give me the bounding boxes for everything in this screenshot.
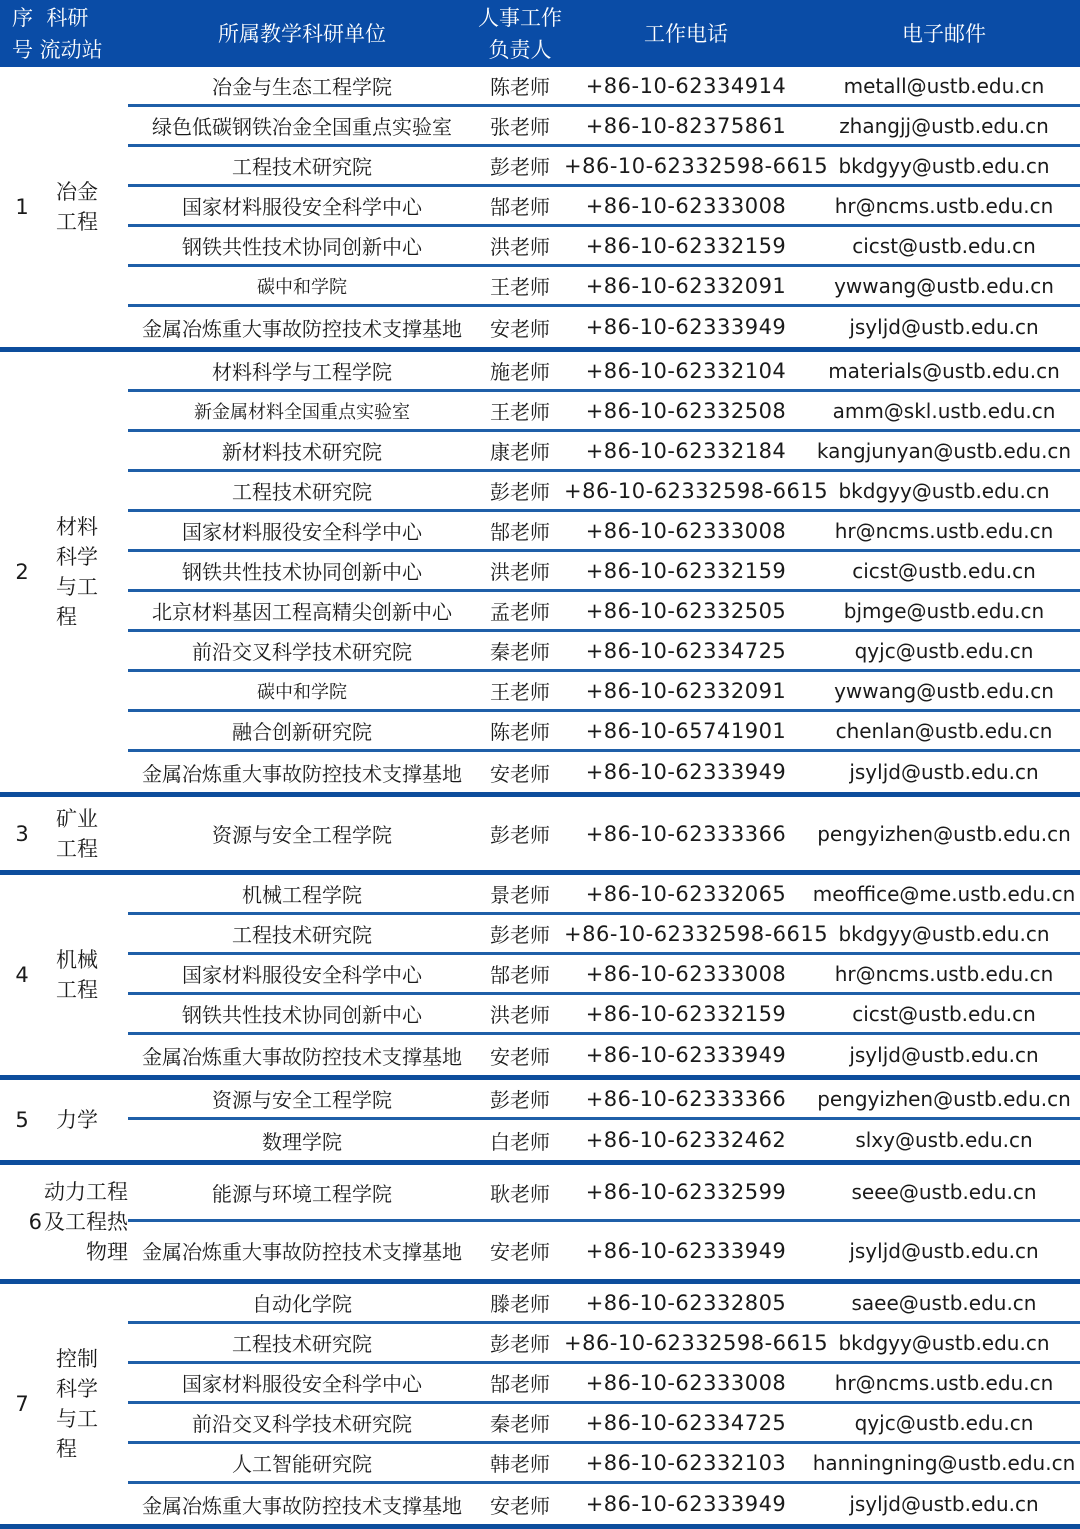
contact-person: 彭老师	[490, 480, 550, 504]
phone-number: +86-10-62332805	[585, 1290, 787, 1315]
unit-name: 前沿交叉科学技术研究院	[192, 640, 412, 664]
email-address[interactable]: bkdgyy@ustb.edu.cn	[838, 1330, 1050, 1355]
unit-name: 国家材料服役安全科学中心	[182, 1372, 422, 1396]
station-line: 及工程热	[44, 1210, 128, 1234]
phone-number: +86-10-62332103	[585, 1450, 787, 1475]
table-row	[128, 1035, 1080, 1075]
station-name	[44, 67, 128, 347]
table-row	[128, 432, 1080, 472]
contact-person: 彭老师	[490, 155, 550, 179]
contact-person: 张老师	[490, 115, 550, 139]
group-rows	[128, 797, 1080, 870]
email-address[interactable]: bjmge@ustb.edu.cn	[843, 598, 1045, 623]
phone-number: +86-10-62332159	[585, 558, 787, 583]
group-number: 4	[15, 963, 29, 987]
station-line: 科学	[56, 1377, 98, 1401]
group-rows	[128, 1080, 1080, 1160]
phone-number: +86-10-62332091	[585, 678, 787, 703]
phone-number: +86-10-82375861	[585, 113, 787, 138]
unit-name: 钢铁共性技术协同创新中心	[182, 235, 422, 259]
contact-person: 彭老师	[490, 823, 550, 847]
phone-number: +86-10-62333949	[585, 1043, 787, 1067]
table-row	[128, 875, 1080, 915]
table-row	[128, 1284, 1080, 1324]
unit-name: 北京材料基因工程高精尖创新中心	[152, 600, 452, 624]
email-address[interactable]: meoffice@me.ustb.edu.cn	[812, 881, 1076, 906]
station-name	[44, 797, 128, 870]
contact-person: 安老师	[490, 761, 550, 786]
station-name	[44, 875, 128, 1075]
station-lines	[56, 177, 98, 237]
phone-number: +86-10-62333949	[585, 760, 787, 784]
table-row	[128, 472, 1080, 512]
contact-person: 郜老师	[490, 520, 550, 544]
phone-number: +86-10-62334914	[585, 73, 787, 98]
station-lines	[56, 512, 98, 632]
table-row	[128, 632, 1080, 672]
email-address[interactable]: chenlan@ustb.edu.cn	[835, 718, 1053, 743]
header-person-line2: 负责人	[488, 37, 552, 62]
station-line: 冶金	[56, 180, 98, 204]
station-lines	[56, 1105, 98, 1135]
email-address[interactable]: jsyljd@ustb.edu.cn	[849, 760, 1039, 784]
table-row	[128, 227, 1080, 267]
contact-person: 陈老师	[490, 720, 550, 744]
header-no-station-line2: 号 流动站	[12, 37, 103, 62]
phone-number: +86-10-62333008	[585, 193, 787, 218]
station-name	[44, 352, 128, 792]
phone-number: +86-10-62332065	[585, 881, 787, 906]
station-line: 控制	[56, 1347, 98, 1371]
station-line: 动力工程	[44, 1180, 128, 1204]
email-address[interactable]: amm@skl.ustb.edu.cn	[832, 398, 1056, 423]
phone-number: +86-10-62333366	[585, 1086, 787, 1111]
header-no-station-line1: 序 科研	[12, 5, 89, 30]
phone-number: +86-10-62332598-6615	[564, 1330, 829, 1355]
group-number: 6	[28, 1210, 42, 1234]
unit-name: 金属冶炼重大事故防控技术支撑基地	[142, 316, 462, 341]
group-7	[0, 1284, 1080, 1529]
header-person-line1: 人事工作	[478, 5, 562, 30]
station-lines	[56, 804, 98, 864]
email-address[interactable]: zhangjj@ustb.edu.cn	[839, 113, 1049, 138]
unit-name: 材料科学与工程学院	[212, 360, 392, 384]
station-line: 与工	[56, 1407, 98, 1431]
email-address[interactable]: hr@ncms.ustb.edu.cn	[834, 193, 1054, 218]
table-row	[128, 552, 1080, 592]
email-address[interactable]: ywwang@ustb.edu.cn	[834, 273, 1054, 298]
contact-person: 韩老师	[490, 1452, 550, 1476]
group-rows	[128, 67, 1080, 347]
contact-person: 秦老师	[490, 1412, 550, 1436]
group-number: 5	[15, 1108, 29, 1132]
group-1	[0, 67, 1080, 352]
email-address[interactable]: cicst@ustb.edu.cn	[852, 1001, 1036, 1026]
phone-number: +86-10-62332598-6615	[564, 478, 829, 503]
unit-name: 冶金与生态工程学院	[212, 75, 392, 99]
contact-person: 郜老师	[490, 195, 550, 219]
header-email: 电子邮件	[902, 21, 986, 46]
phone-number: +86-10-62332505	[585, 598, 787, 623]
unit-name: 碳中和学院	[257, 681, 347, 703]
phone-number: +86-10-62332104	[585, 358, 787, 383]
group-5	[0, 1080, 1080, 1165]
unit-name: 工程技术研究院	[232, 923, 372, 947]
contact-person: 王老师	[490, 275, 550, 299]
table-row	[128, 1222, 1080, 1279]
unit-name: 工程技术研究院	[232, 480, 372, 504]
contact-person: 安老师	[490, 1493, 550, 1518]
contact-person: 彭老师	[490, 923, 550, 947]
header-person	[476, 0, 564, 67]
phone-number: +86-10-62333366	[585, 821, 787, 846]
station-line: 程	[56, 1437, 77, 1461]
contact-person: 秦老师	[490, 640, 550, 664]
phone-number: +86-10-65741901	[585, 718, 787, 743]
station-name	[44, 1080, 128, 1160]
header-phone: 工作电话	[644, 21, 728, 46]
station-name	[44, 1165, 128, 1279]
unit-name: 金属冶炼重大事故防控技术支撑基地	[142, 761, 462, 786]
email-address[interactable]: cicst@ustb.edu.cn	[852, 558, 1036, 583]
email-address[interactable]: metall@ustb.edu.cn	[843, 73, 1045, 98]
phone-number: +86-10-62333008	[585, 518, 787, 543]
table-row	[128, 672, 1080, 712]
phone-number: +86-10-62333949	[585, 315, 787, 339]
unit-name: 工程技术研究院	[232, 1332, 372, 1356]
email-address[interactable]: hr@ncms.ustb.edu.cn	[834, 961, 1054, 986]
table-row	[128, 1404, 1080, 1444]
table-header	[0, 0, 1080, 67]
email-address[interactable]: jsyljd@ustb.edu.cn	[849, 1492, 1039, 1516]
phone-number: +86-10-62332599	[585, 1180, 787, 1204]
email-address[interactable]: hr@ncms.ustb.edu.cn	[834, 1370, 1054, 1395]
phone-number: +86-10-62334725	[585, 1410, 787, 1435]
unit-name: 工程技术研究院	[232, 155, 372, 179]
group-3	[0, 797, 1080, 875]
contact-person: 陈老师	[490, 75, 550, 99]
unit-name: 金属冶炼重大事故防控技术支撑基地	[142, 1240, 462, 1264]
group-number: 1	[15, 195, 29, 219]
table-row	[128, 512, 1080, 552]
phone-number: +86-10-62332159	[585, 1001, 787, 1026]
group-rows	[128, 1165, 1080, 1279]
table-row	[128, 352, 1080, 392]
station-line: 材料	[56, 515, 98, 539]
unit-name: 国家材料服役安全科学中心	[182, 520, 422, 544]
contact-person: 洪老师	[490, 235, 550, 259]
station-line: 工程	[56, 836, 98, 861]
phone-number: +86-10-62332091	[585, 273, 787, 298]
phone-number: +86-10-62332598-6615	[564, 153, 829, 178]
phone-number: +86-10-62333008	[585, 1370, 787, 1395]
station-line: 程	[56, 605, 77, 629]
table-row	[128, 107, 1080, 147]
unit-name: 绿色低碳钢铁冶金全国重点实验室	[152, 115, 452, 139]
station-line: 工程	[56, 978, 98, 1002]
group-rows	[128, 875, 1080, 1075]
table-row	[128, 915, 1080, 955]
email-address[interactable]: saee@ustb.edu.cn	[851, 1290, 1037, 1315]
unit-name: 金属冶炼重大事故防控技术支撑基地	[142, 1044, 462, 1069]
email-address[interactable]: cicst@ustb.edu.cn	[852, 233, 1036, 258]
unit-name: 前沿交叉科学技术研究院	[192, 1412, 412, 1436]
table-row	[128, 1120, 1080, 1160]
station-lines	[56, 945, 98, 1005]
contact-person: 滕老师	[490, 1292, 550, 1316]
unit-name: 融合创新研究院	[232, 720, 372, 744]
table-row	[128, 752, 1080, 792]
table-row	[128, 955, 1080, 995]
unit-name: 新材料技术研究院	[222, 440, 382, 464]
table-row	[128, 592, 1080, 632]
table-row	[128, 267, 1080, 307]
phone-number: +86-10-62332159	[585, 233, 787, 258]
table-row	[128, 1324, 1080, 1364]
phone-number: +86-10-62332508	[585, 398, 787, 423]
email-address[interactable]: pengyizhen@ustb.edu.cn	[817, 1086, 1071, 1111]
unit-name: 能源与环境工程学院	[212, 1181, 392, 1206]
unit-name: 钢铁共性技术协同创新中心	[182, 560, 422, 584]
header-unit: 所属教学科研单位	[218, 21, 386, 46]
phone-number: +86-10-62333949	[585, 1238, 787, 1263]
table-row	[128, 712, 1080, 752]
unit-name: 金属冶炼重大事故防控技术支撑基地	[142, 1493, 462, 1518]
contact-person: 景老师	[490, 883, 550, 907]
unit-name: 自动化学院	[252, 1292, 352, 1316]
contact-person: 洪老师	[490, 1003, 550, 1027]
table-row	[128, 1444, 1080, 1484]
contact-person: 孟老师	[490, 600, 550, 624]
unit-name: 国家材料服役安全科学中心	[182, 963, 422, 987]
phone-number: +86-10-62333008	[585, 961, 787, 986]
station-line: 工程	[56, 210, 98, 234]
phone-number: +86-10-62332184	[585, 438, 787, 463]
contact-person: 郜老师	[490, 1372, 550, 1396]
email-address[interactable]: bkdgyy@ustb.edu.cn	[838, 153, 1050, 178]
station-line: 机械	[56, 948, 98, 972]
phone-number: +86-10-62333949	[585, 1492, 787, 1516]
email-address[interactable]: slxy@ustb.edu.cn	[855, 1128, 1033, 1152]
table-body	[0, 67, 1080, 1529]
table-row	[128, 1165, 1080, 1222]
email-address[interactable]: qyjc@ustb.edu.cn	[854, 638, 1034, 663]
table-row	[128, 67, 1080, 107]
group-number: 2	[15, 560, 29, 584]
email-address[interactable]: materials@ustb.edu.cn	[828, 358, 1060, 383]
unit-name: 钢铁共性技术协同创新中心	[182, 1003, 422, 1027]
unit-name: 数理学院	[262, 1129, 342, 1154]
header-no-station	[0, 0, 128, 67]
email-address[interactable]: jsyljd@ustb.edu.cn	[849, 1238, 1039, 1263]
table-row	[128, 187, 1080, 227]
unit-name: 人工智能研究院	[232, 1452, 372, 1476]
contact-person: 安老师	[490, 1240, 550, 1264]
email-address[interactable]: kangjunyan@ustb.edu.cn	[816, 438, 1072, 463]
email-address[interactable]: ywwang@ustb.edu.cn	[834, 678, 1054, 703]
contact-person: 彭老师	[490, 1088, 550, 1112]
table-row	[128, 797, 1080, 870]
station-name	[44, 1284, 128, 1524]
group-number: 3	[15, 821, 29, 846]
station-line: 力学	[56, 1108, 98, 1132]
contact-person: 洪老师	[490, 560, 550, 584]
unit-name: 碳中和学院	[257, 276, 347, 298]
table-row	[128, 1484, 1080, 1524]
group-2	[0, 352, 1080, 797]
table-row	[128, 995, 1080, 1035]
table-row	[128, 1080, 1080, 1120]
station-lines	[56, 1344, 98, 1464]
contact-person: 施老师	[490, 360, 550, 384]
group-4	[0, 875, 1080, 1080]
contact-person: 耿老师	[490, 1181, 550, 1206]
email-address[interactable]: qyjc@ustb.edu.cn	[854, 1410, 1034, 1435]
station-line: 物理	[86, 1240, 128, 1264]
station-line: 与工	[56, 575, 98, 599]
unit-name: 资源与安全工程学院	[212, 1088, 392, 1112]
contact-person: 彭老师	[490, 1332, 550, 1356]
contact-person: 白老师	[490, 1129, 550, 1154]
group-rows	[128, 1284, 1080, 1524]
contact-person: 王老师	[490, 680, 550, 704]
station-line: 矿业	[56, 806, 98, 831]
unit-name: 资源与安全工程学院	[212, 823, 392, 847]
email-address[interactable]: pengyizhen@ustb.edu.cn	[817, 821, 1071, 846]
station-lines	[44, 1177, 128, 1267]
email-address[interactable]: jsyljd@ustb.edu.cn	[849, 315, 1039, 339]
group-6	[0, 1165, 1080, 1284]
unit-name: 新金属材料全国重点实验室	[194, 401, 410, 423]
email-address[interactable]: jsyljd@ustb.edu.cn	[849, 1043, 1039, 1067]
station-line: 科学	[56, 545, 98, 569]
contact-person: 安老师	[490, 1044, 550, 1069]
table-row	[128, 147, 1080, 187]
phone-number: +86-10-62332462	[585, 1128, 787, 1152]
email-address[interactable]: bkdgyy@ustb.edu.cn	[838, 478, 1050, 503]
contact-person: 康老师	[490, 440, 550, 464]
phone-number: +86-10-62332598-6615	[564, 921, 829, 946]
unit-name: 机械工程学院	[242, 883, 362, 907]
contact-person: 王老师	[490, 400, 550, 424]
email-address[interactable]: hanningning@ustb.edu.cn	[812, 1450, 1076, 1475]
table-row	[128, 1364, 1080, 1404]
table-row	[128, 307, 1080, 347]
group-number: 7	[15, 1392, 29, 1416]
table-row	[128, 392, 1080, 432]
unit-name: 国家材料服役安全科学中心	[182, 195, 422, 219]
phone-number: +86-10-62334725	[585, 638, 787, 663]
group-rows	[128, 352, 1080, 792]
email-address[interactable]: bkdgyy@ustb.edu.cn	[838, 921, 1050, 946]
email-address[interactable]: hr@ncms.ustb.edu.cn	[834, 518, 1054, 543]
email-address[interactable]: seee@ustb.edu.cn	[851, 1180, 1037, 1204]
contact-person: 郜老师	[490, 963, 550, 987]
contact-person: 安老师	[490, 316, 550, 341]
